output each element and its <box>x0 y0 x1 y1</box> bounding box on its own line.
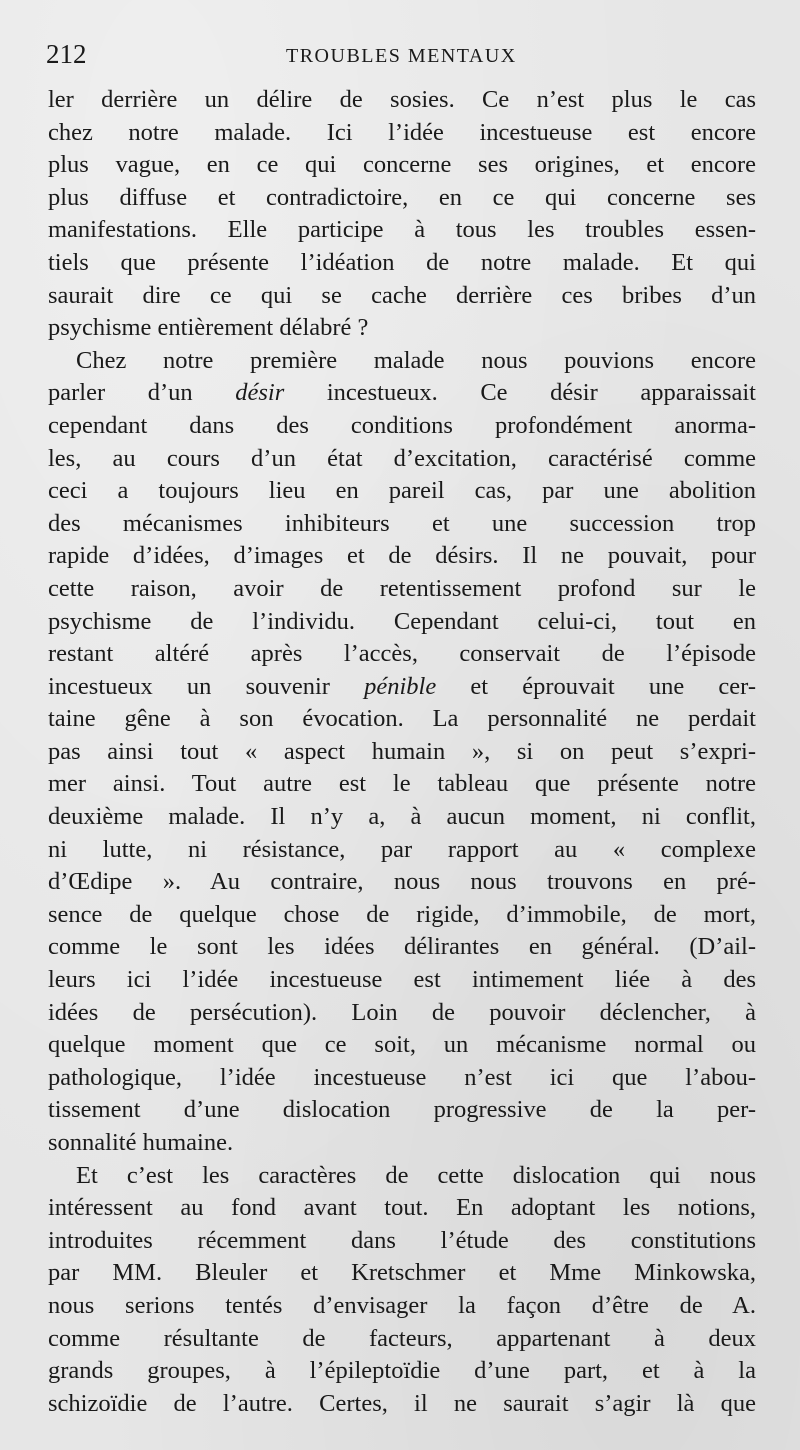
text-line: leurs ici l’idée incestueuse est intimement liée à des <box>48 966 756 994</box>
text-line: Et c’est les caractères de cette dislocation qui nous <box>76 1161 756 1189</box>
text-line: plus vague, en ce qui concerne ses origines, et encore <box>48 151 756 179</box>
text-line: pathologique, l’idée incestueuse n’est ici que l’abou- <box>48 1063 756 1091</box>
text-line: chez notre malade. Ici l’idée incestueuse est encore <box>48 118 756 146</box>
text-line: tiels que présente l’idéation de notre malade. Et qui <box>48 248 756 276</box>
text-line: cependant dans des conditions profondément anorma- <box>48 411 756 439</box>
text-line: plus diffuse et contradictoire, en ce qui concerne ses <box>48 183 756 211</box>
text-line: psychisme entièrement délabré ? <box>48 314 369 342</box>
running-title: TROUBLES MENTAUX <box>286 45 517 67</box>
text-line: saurait dire ce qui se cache derrière ces bribes d’un <box>48 281 756 309</box>
paragraph <box>48 345 756 1160</box>
text-line: ler derrière un délire de sosies. Ce n’est plus le cas <box>48 86 756 113</box>
page-header <box>46 36 756 76</box>
text-line: rapide d’idées, d’images et de désirs. Il ne pouvait, pour <box>48 542 756 570</box>
text-line: deuxième malade. Il n’y a, à aucun moment, ni conflit, <box>48 803 756 831</box>
text-line: nous serions tentés d’envisager la façon d’être de A. <box>48 1291 756 1319</box>
text-line: ceci a toujours lieu en pareil cas, par une abolition <box>48 477 756 505</box>
text-line: les, au cours d’un état d’excitation, caractérisé comme <box>48 444 756 472</box>
text-line: incestueux un souvenir pénible et éprouvait une cer- <box>48 672 756 700</box>
text-line: introduites récemment dans l’étude des constitutions <box>48 1226 756 1254</box>
text-line: d’Œdipe ». Au contraire, nous nous trouvons en pré- <box>48 868 756 896</box>
text-line: sonnalité humaine. <box>48 1129 234 1156</box>
body-text <box>48 84 756 1420</box>
text-line: intéressent au fond avant tout. En adoptant les notions, <box>48 1194 756 1222</box>
text-line: schizoïdie de l’autre. Certes, il ne saurait s’agir là que <box>48 1389 756 1417</box>
text-line: parler d’un désir incestueux. Ce désir apparaissait <box>48 379 756 407</box>
text-line: cette raison, avoir de retentissement profond sur le <box>48 574 756 602</box>
text-line: psychisme de l’individu. Cependant celui-ci, tout en <box>48 607 756 635</box>
text-line: grands groupes, à l’épileptoïdie d’une part, et à la <box>48 1357 756 1385</box>
text-line: restant altéré après l’accès, conservait de l’épisode <box>48 640 756 668</box>
text-line: manifestations. Elle participe à tous les troubles essen- <box>48 216 756 244</box>
text-line: quelque moment que ce soit, un mécanisme normal ou <box>48 1031 756 1059</box>
text-line: tissement d’une dislocation progressive de la per- <box>48 1096 756 1124</box>
paragraph <box>48 1160 756 1421</box>
text-line: ni lutte, ni résistance, par rapport au « complexe <box>48 835 756 863</box>
text-line: pas ainsi tout « aspect humain », si on peut s’expri- <box>48 737 756 765</box>
text-line: Chez notre première malade nous pouvions encore <box>76 346 756 374</box>
text-line: par MM. Bleuler et Kretschmer et Mme Minkowska, <box>48 1259 756 1287</box>
text-line: des mécanismes inhibiteurs et une succession trop <box>48 509 756 537</box>
paragraph <box>48 84 756 345</box>
text-line: mer ainsi. Tout autre est le tableau que présente notre <box>48 770 756 798</box>
page-number: 212 <box>46 39 87 69</box>
text-line: comme le sont les idées délirantes en général. (D’ail- <box>48 933 756 961</box>
text-line: taine gêne à son évocation. La personnalité ne perdait <box>48 705 756 733</box>
text-line: comme résultante de facteurs, appartenant à deux <box>48 1324 756 1352</box>
text-line: idées de persécution). Loin de pouvoir déclencher, à <box>48 998 756 1026</box>
text-line: sence de quelque chose de rigide, d’immobile, de mort, <box>48 900 756 928</box>
